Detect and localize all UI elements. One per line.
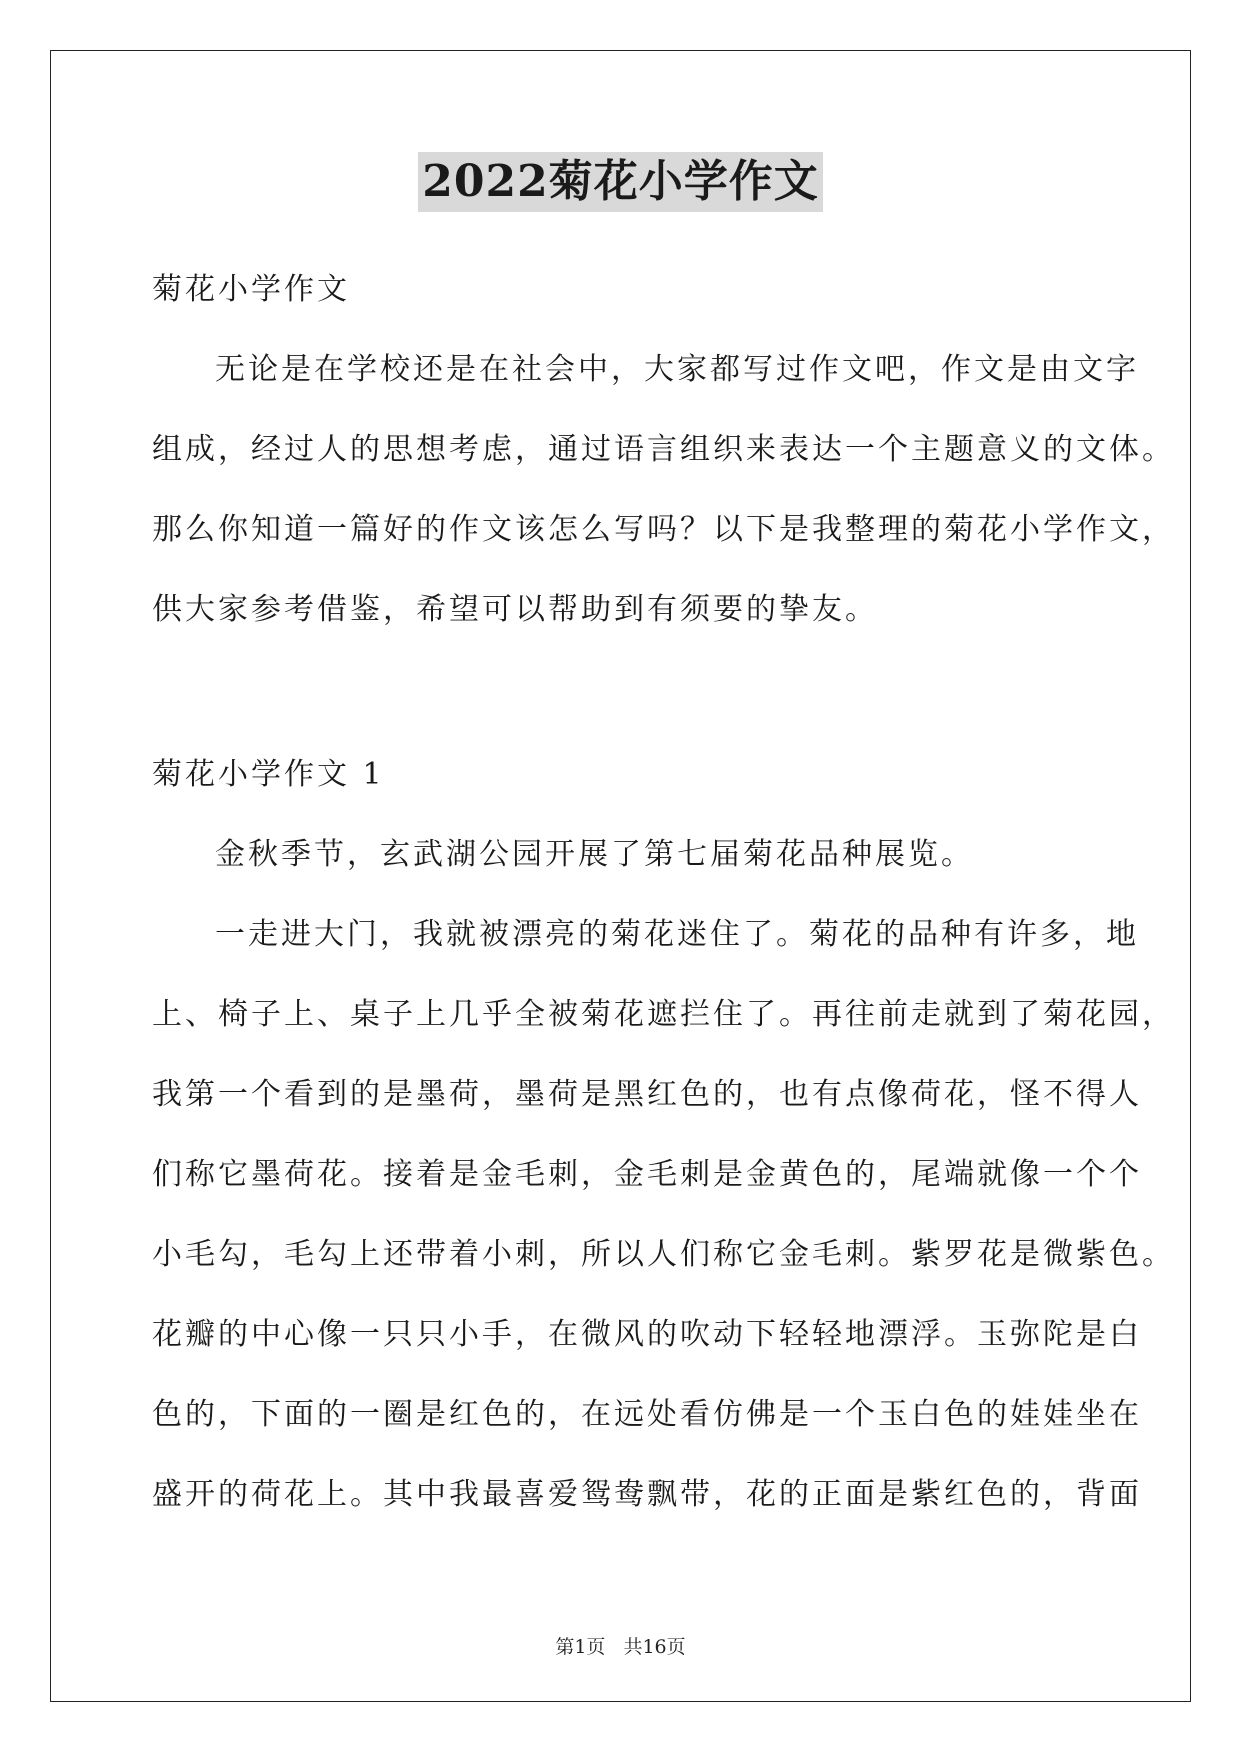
body-line-2: 一走进大门，我就被漂亮的菊花迷住了。菊花的品种有许多，地	[215, 917, 1139, 952]
title-container	[0, 152, 1241, 212]
intro-line-3: 那么你知道一篇好的作文该怎么写吗？以下是我整理的菊花小学作文，	[152, 512, 1175, 547]
body-line-1: 金秋季节，玄武湖公园开展了第七届菊花品种展览。	[215, 837, 974, 872]
intro-line-1: 无论是在学校还是在社会中，大家都写过作文吧，作文是由文字	[215, 352, 1139, 387]
page-total: 共16页	[623, 1636, 686, 1658]
document-title: 2022菊花小学作文	[418, 152, 822, 212]
body-line-8: 色的，下面的一圈是红色的，在远处看仿佛是一个玉白色的娃娃坐在	[152, 1397, 1142, 1432]
intro-line-4: 供大家参考借鉴，希望可以帮助到有须要的挚友。	[152, 592, 878, 627]
body-line-6: 小毛勾，毛勾上还带着小刺，所以人们称它金毛刺。紫罗花是微紫色。	[152, 1237, 1175, 1272]
page-footer	[0, 1632, 1241, 1659]
body-line-4: 我第一个看到的是墨荷，墨荷是黑红色的，也有点像荷花，怪不得人	[152, 1077, 1142, 1112]
body-line-9: 盛开的荷花上。其中我最喜爱鸳鸯飘带，花的正面是紫红色的，背面	[152, 1477, 1142, 1512]
intro-line-2: 组成，经过人的思想考虑，通过语言组织来表达一个主题意义的文体。	[152, 432, 1175, 467]
section-heading: 菊花小学作文 1	[152, 757, 385, 792]
page-current: 第1页	[555, 1636, 606, 1658]
body-line-7: 花瓣的中心像一只只小手，在微风的吹动下轻轻地漂浮。玉弥陀是白	[152, 1317, 1142, 1352]
subtitle: 菊花小学作文	[152, 272, 350, 307]
body-line-5: 们称它墨荷花。接着是金毛刺，金毛刺是金黄色的，尾端就像一个个	[152, 1157, 1142, 1192]
body-line-3: 上、椅子上、桌子上几乎全被菊花遮拦住了。再往前走就到了菊花园，	[152, 997, 1175, 1032]
